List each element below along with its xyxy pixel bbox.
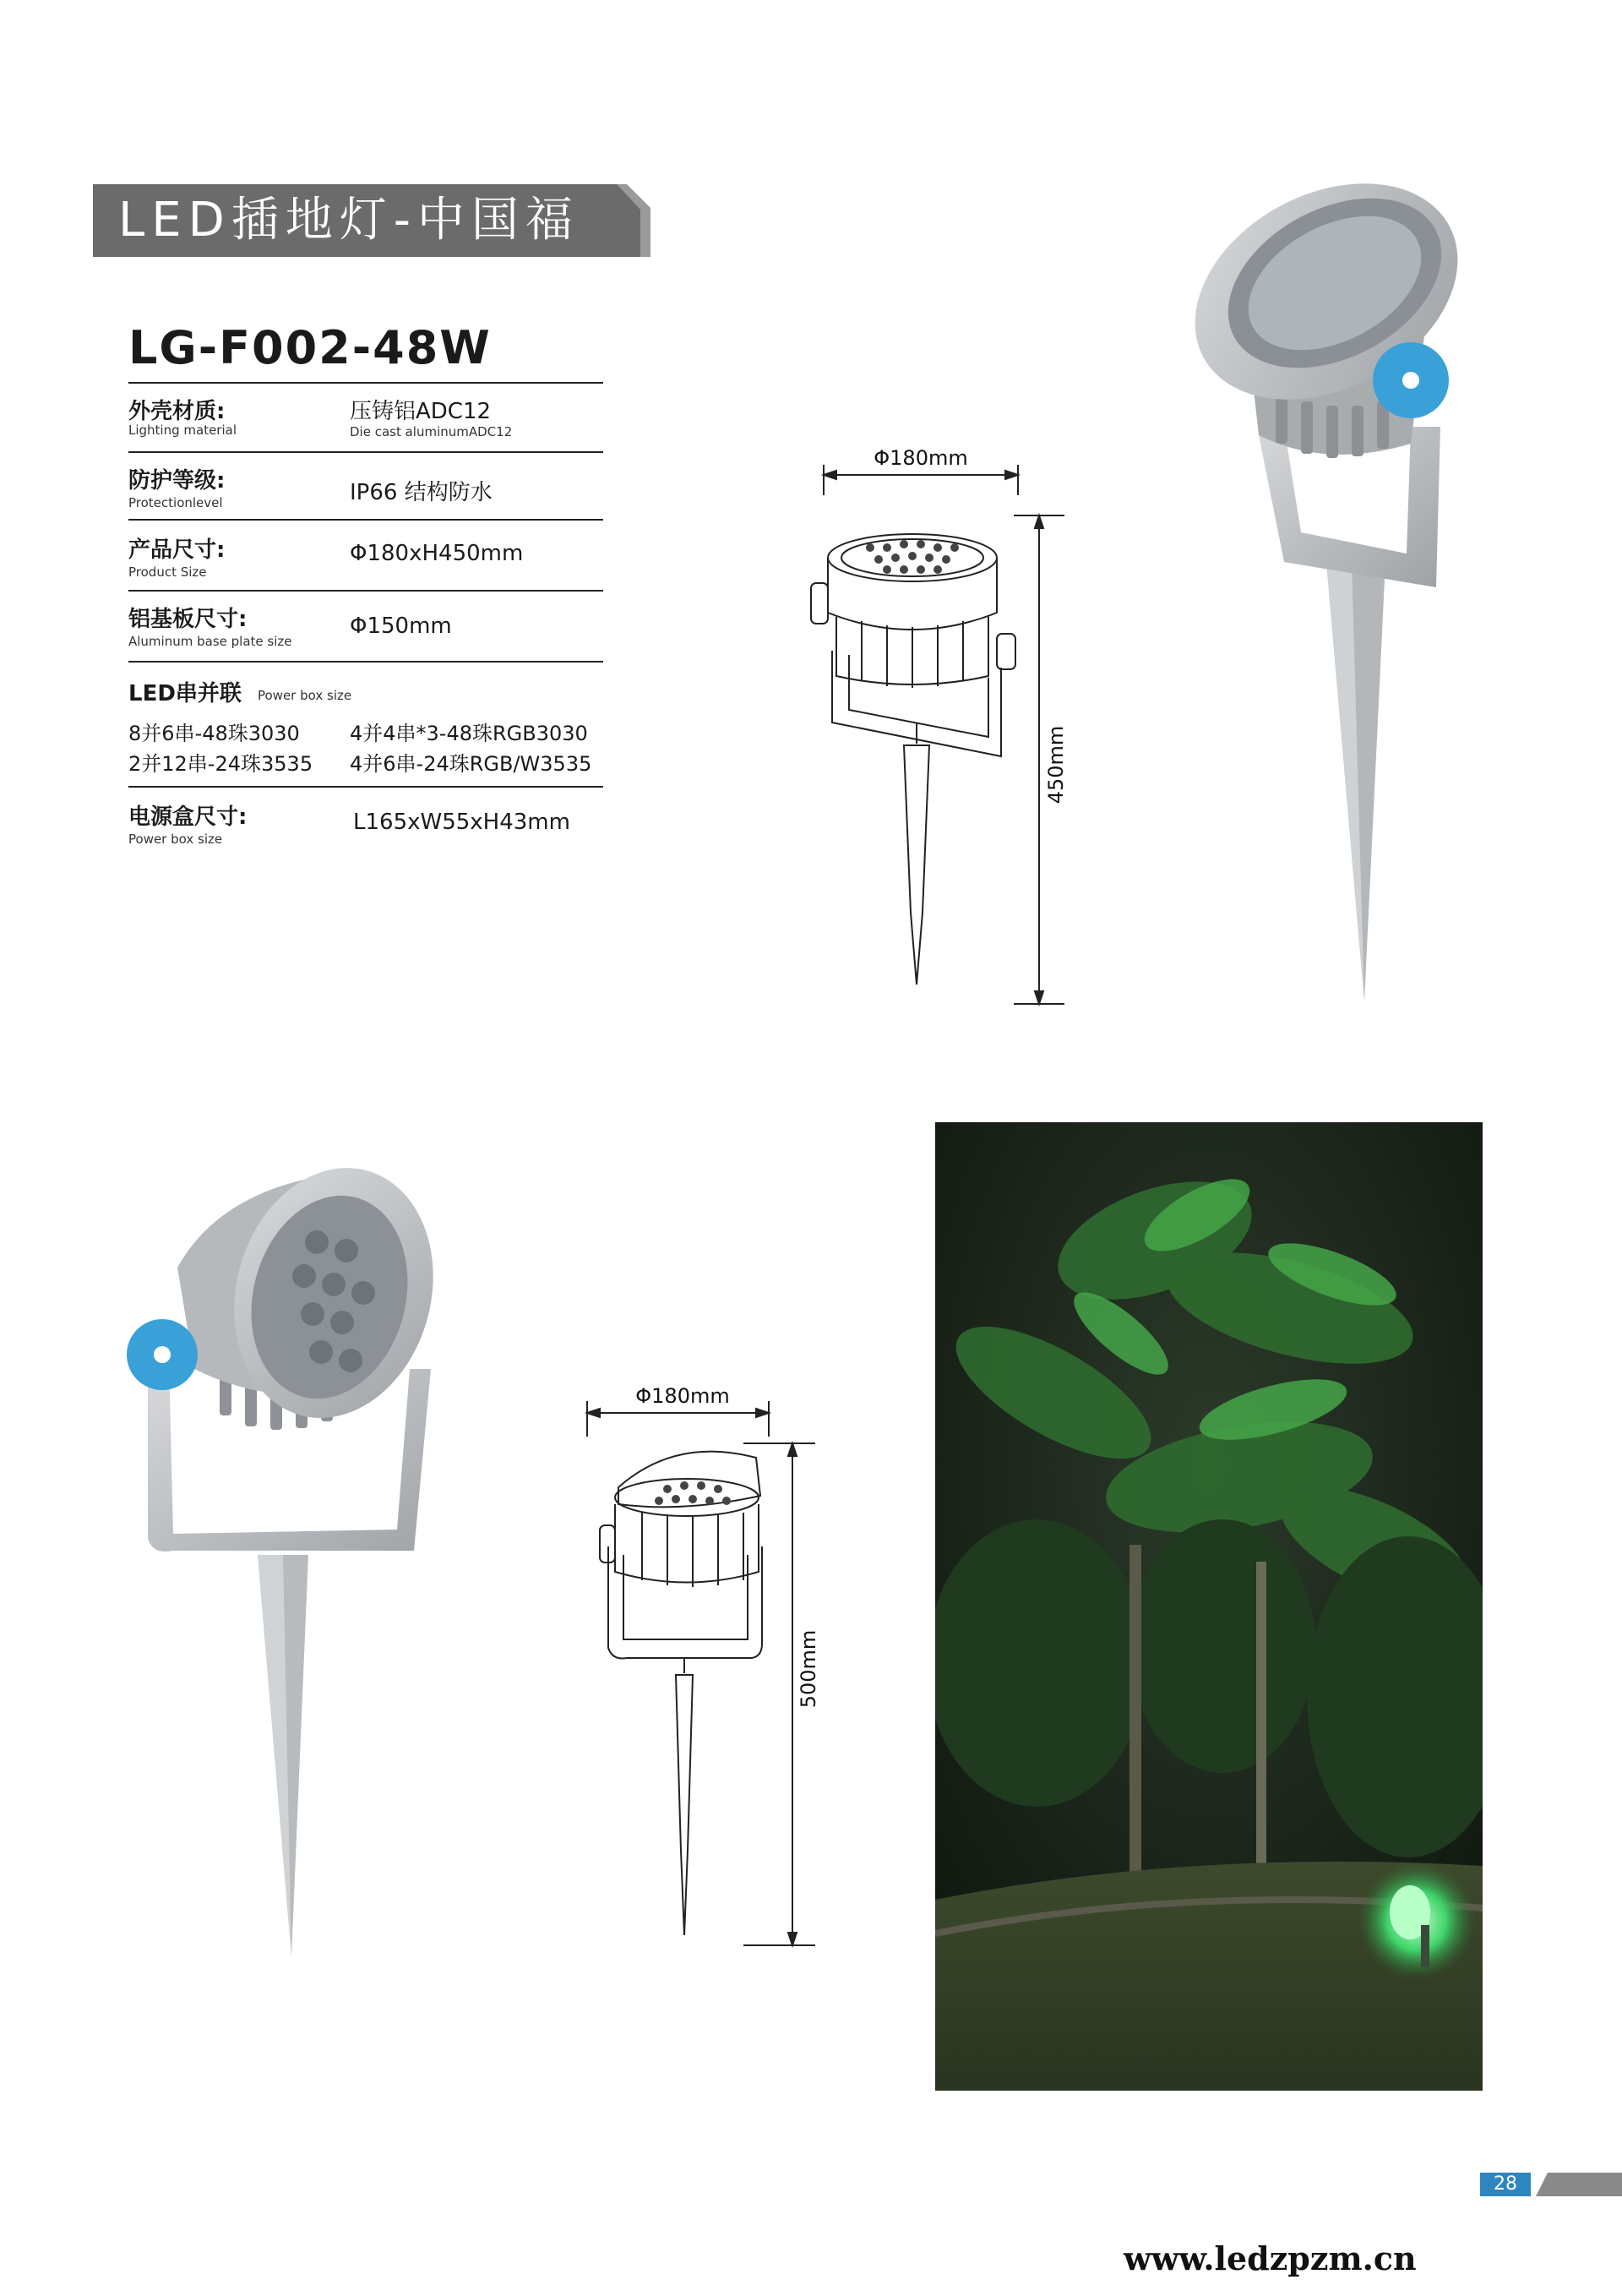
spec-label: 产品尺寸: <box>128 537 226 563</box>
product-photo-top <box>1157 156 1512 1010</box>
divider <box>128 382 603 384</box>
page-title: LED插地灯-中国福 <box>118 193 580 248</box>
spec-label-en: Product Size <box>128 564 207 580</box>
spec-label-en: Power box size <box>128 832 223 847</box>
spec-label: 铝基板尺寸: <box>128 607 248 632</box>
product-model: LG-F002-48W <box>128 321 492 374</box>
led-option: 2并12串-24珠3535 <box>128 752 313 776</box>
spec-label: 电源盒尺寸: <box>128 804 248 830</box>
dimension-drawing-top <box>777 439 1081 1014</box>
drawing-width-label: Φ180mm <box>874 446 968 470</box>
page-number: 28 <box>1494 2173 1517 2195</box>
dimension-drawing-bottom <box>574 1377 836 1961</box>
led-option: 8并6串-48珠3030 <box>128 722 300 745</box>
led-option: 4并4串*3-48珠RGB3030 <box>350 722 588 745</box>
spec-label: 外壳材质: <box>128 399 226 424</box>
drawing-width-label: Φ180mm <box>635 1384 730 1408</box>
led-config-label-en: Power box size <box>258 688 352 703</box>
divider <box>128 786 603 788</box>
product-photo-bottom <box>110 1115 482 1961</box>
spec-value: Φ180xH450mm <box>350 541 524 566</box>
website-url[interactable]: www.ledzpzm.cn <box>1124 2239 1417 2277</box>
spec-label-en: Protectionlevel <box>128 495 223 510</box>
led-config-label: LED串并联 <box>128 681 242 706</box>
spec-label: 防护等级: <box>128 468 226 494</box>
spec-value: L165xW55xH43mm <box>353 810 570 835</box>
spec-value: 压铸铝ADC12 <box>350 399 492 424</box>
spec-label-en: Aluminum base plate size <box>128 634 292 649</box>
spec-value-en: Die cast aluminumADC12 <box>350 424 513 439</box>
spec-label-en: Lighting material <box>128 423 237 438</box>
drawing-height-label: 500mm <box>797 1629 820 1709</box>
garden-scene-photo <box>935 1122 1483 2091</box>
divider <box>128 451 603 453</box>
spec-value: Φ150mm <box>350 614 452 639</box>
spec-value: IP66 结构防水 <box>350 480 493 505</box>
divider <box>128 519 603 521</box>
drawing-height-label: 450mm <box>1044 725 1068 804</box>
page-number-bar <box>1536 2173 1622 2196</box>
divider <box>128 590 603 592</box>
divider <box>128 661 603 663</box>
led-option: 4并6串-24珠RGB/W3535 <box>350 752 592 776</box>
